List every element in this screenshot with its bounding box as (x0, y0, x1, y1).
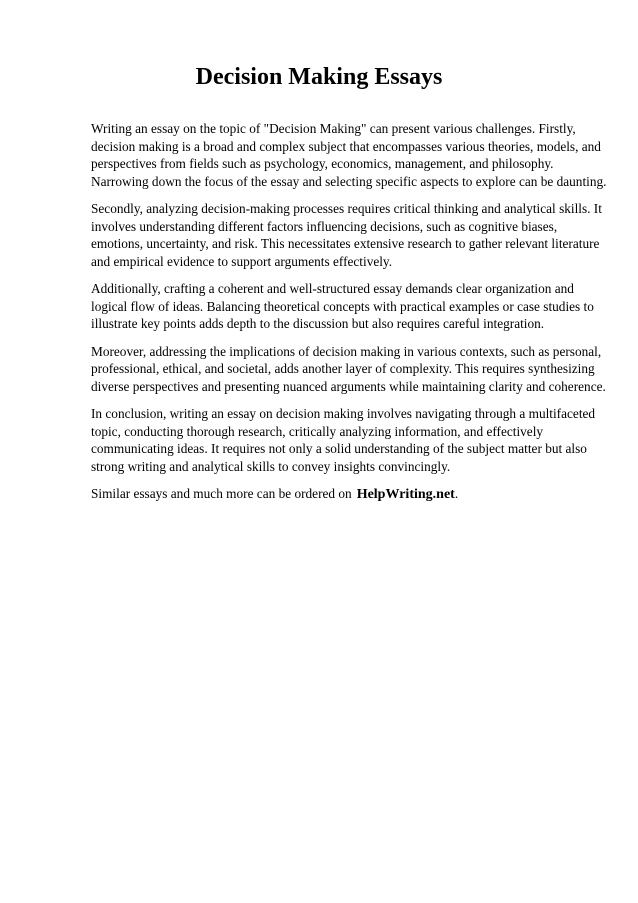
paragraph-2 (91, 200, 602, 270)
paragraph-4 (91, 343, 606, 396)
paragraph-line: perspectives from fields such as psychology, economics, management, and philosophy. (91, 156, 554, 171)
paragraph-line: illustrate key points adds depth to the discussion but also requires careful integration. (91, 316, 545, 331)
paragraph-line: communicating ideas. It requires not only a solid understanding of the subject matter but also (91, 441, 587, 456)
paragraph-line: Writing an essay on the topic of "Decision Making" can present various challenges. Firstly, (91, 121, 576, 136)
helpwriting-link[interactable]: HelpWriting.net (356, 487, 455, 502)
document-body (91, 120, 607, 504)
paragraph-line: In conclusion, writing an essay on decision making involves navigating through a multifaceted (91, 406, 596, 421)
paragraph-line: Moreover, addressing the implications of decision making in various contexts, such as personal, (91, 343, 602, 359)
paragraph-line: topic, conducting thorough research, critically analyzing information, and effectively (91, 423, 544, 439)
paragraph-line: Secondly, analyzing decision-making processes requires critical thinking and analytical skills. It (91, 201, 602, 216)
paragraph-3 (91, 280, 593, 333)
document-title: Decision Making Essays (195, 64, 443, 90)
closing-punctuation: . (454, 486, 459, 501)
paragraph-line: Narrowing down the focus of the essay and selecting specific aspects to explore can be daunting. (91, 173, 607, 189)
closing-text: Similar essays and much more can be ordered on (91, 486, 352, 501)
paragraph-line: logical flow of ideas. Balancing theoretical concepts with practical examples or case studies to (91, 298, 594, 314)
paragraph-line: involves understanding different factors influencing decisions, such as cognitive biases, (91, 218, 558, 234)
closing-line (91, 485, 593, 504)
paragraph-line: diverse perspectives and presenting nuanced arguments while maintaining clarity and coherence. (91, 378, 606, 394)
paragraph-line: and empirical evidence to support arguments effectively. (91, 253, 393, 269)
paragraph-line: Additionally, crafting a coherent and well-structured essay demands clear organization and (91, 281, 574, 296)
paragraph-line: strong writing and analytical skills to convey insights convincingly. (91, 458, 451, 474)
paragraph-1 (91, 120, 607, 190)
paragraph-line: emotions, uncertainty, and risk. This necessitates extensive research to gather relevant literature (91, 236, 600, 251)
paragraph-5 (91, 405, 596, 475)
paragraph-line: decision making is a broad and complex subject that encompasses various theories, models, and (91, 138, 601, 154)
paragraph-line: professional, ethical, and societal, adds another layer of complexity. This requires synthesizing (91, 361, 595, 376)
